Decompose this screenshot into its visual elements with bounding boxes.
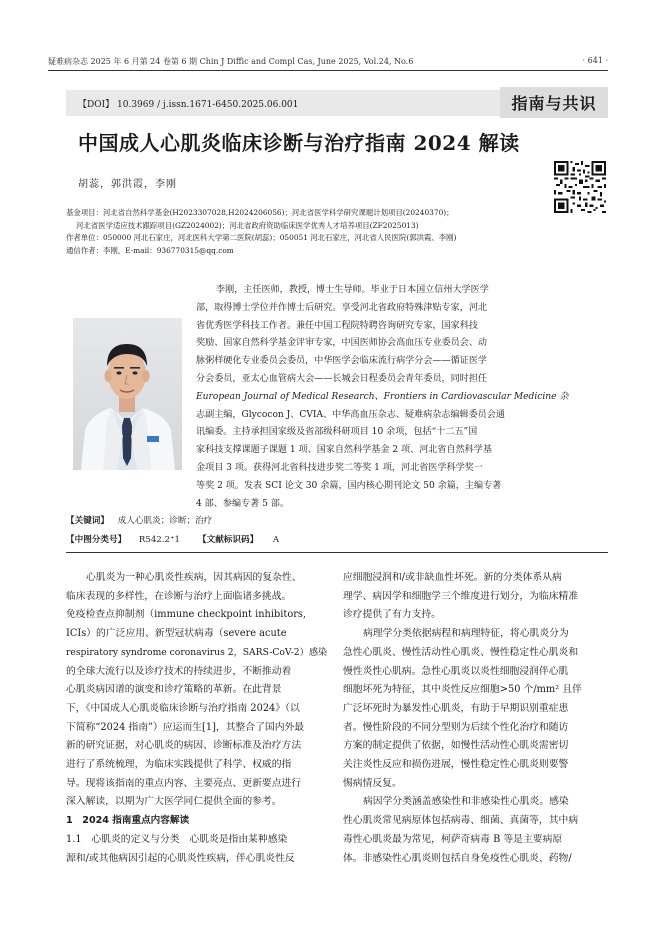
bio-line: 等奖 2 项。发表 SCI 论文 30 余篇，国内核心期刊论文 50 余篇，主编专著 <box>196 480 502 491</box>
body-line: 进行了系统梳理，为临床实践提供了科学、权威的指 <box>66 759 292 771</box>
body-column-left <box>66 569 330 868</box>
body-line: 下，《中国成人心肌炎临床诊断与治疗指南 2024》（以 <box>66 702 300 714</box>
body-line: 下简称“2024 指南”）应运而生[1]，其整合了国内外最 <box>66 721 305 733</box>
body-line: 诊疗提供了有力支持。 <box>343 609 441 621</box>
body-line: ICIs）的广泛应用、新型冠状病毒（severe acute <box>66 628 287 640</box>
body-line: 体。非感染性心肌炎则包括自身免疫性心肌炎、药物/ <box>343 852 572 864</box>
bio-line: 省优秀医学科技工作者。兼任中国工程院特聘咨询研究专家，国家科技 <box>196 320 478 331</box>
body-line: 性心肌炎常见病原体包括病毒、细菌、真菌等，其中病 <box>343 815 579 827</box>
header-divider <box>48 70 608 71</box>
bio-line: European Journal of Medical Research、Frontiers in Cardiovascular Medicine 杂 <box>196 391 569 402</box>
funding-line: 基金项目：河北省自然科学基金(H2023307028,H2024206056)；河北省医学科学研究课题计划项目(20240370)； <box>66 208 454 217</box>
body-line: 心肌炎病因谱的演变和诊疗策略的革新。在此背景 <box>66 684 282 696</box>
funding-line: 河北省医学适应技术跟踪项目(GZ2024002)；河北省政府资助临床医学优秀人才培养项目(ZF2025013) <box>76 220 419 230</box>
body-line: 惕病情反复。 <box>343 777 402 789</box>
body-line: 关注炎性反应和损伤进展，慢性稳定性心肌炎则要警 <box>343 759 569 771</box>
bio-line: 李刚，主任医师，教授，博士生导师。毕业于日本国立信州大学医学 <box>216 285 489 295</box>
author-bio <box>196 282 578 513</box>
body-line: 的全球大流行以及诊疗技术的持续进步，不断推动着 <box>66 665 292 677</box>
meta-divider <box>66 552 608 553</box>
classification <box>66 533 366 545</box>
doc-code-label: 【文献标识码】 <box>198 535 259 545</box>
body-line: 细胞坏死为特征，其中炎性反应细胞>50 个/mm² 且伴 <box>343 684 582 696</box>
bio-line: 讯编委。主持承担国家级及省部级科研项目 10 余项，包括“十二五”国 <box>196 427 478 438</box>
body-line: 方案的制定提供了依据，如慢性活动性心肌炎需密切 <box>343 740 569 752</box>
keywords-value: 成人心肌炎；诊断；治疗 <box>117 516 213 526</box>
bio-line: 分会委员，亚太心血管病大会——长城会日程委员会青年委员，同时担任 <box>196 373 488 384</box>
affiliation-line: 作者单位：050000 河北石家庄，河北医科大学第二医院(胡蕊)；050051 河北石家庄，河北省人民医院(郭洪霞、李刚) <box>66 233 457 242</box>
body-line: 深入解读，以期为广大医学同仁提供全面的参考。 <box>66 796 282 808</box>
section-tag: 指南与共识 <box>500 87 608 118</box>
body-line: 病因学分类涵盖感染性和非感染性心肌炎。感染 <box>363 796 569 808</box>
clc-label: 【中图分类号】 <box>66 535 127 545</box>
bio-line: 部，取得博士学位并作博士后研究。享受河北省政府特殊津贴专家，河北 <box>196 302 488 313</box>
body-line: 急性心肌炎、慢性活动性心肌炎、慢性稳定性心肌炎和 <box>343 646 579 658</box>
funding-block <box>66 207 546 257</box>
running-header <box>48 56 608 70</box>
bio-line: 家科技支撑课题子课题 1 项、国家自然科学基金 2 项、河北省自然科学基 <box>196 445 492 456</box>
doi: 【DOI】 10.3969 / j.issn.1671-6450.2025.06.001 <box>78 100 299 110</box>
body-line: 新的研究证据，对心肌炎的病因、诊断标准及治疗方法 <box>66 740 302 752</box>
body-line: 临床表现的多样性，在诊断与治疗上面临诸多挑战。 <box>66 590 292 602</box>
body-line: 应细胞浸润和/或非缺血性坏死。新的分类体系从病 <box>343 572 562 583</box>
keywords <box>66 514 212 526</box>
authors: 胡蕊，郭洪霞，李刚 <box>78 179 177 190</box>
subsection-heading-line: 1.1 心肌炎的定义与分类 心肌炎是指由某种感染 <box>66 833 288 845</box>
body-line: 病理学分类依据病程和病理特征，将心肌炎分为 <box>363 628 569 640</box>
body-line: 毒性心肌炎最为常见，柯萨奇病毒 B 等是主要病原 <box>343 833 563 845</box>
body-line: 慢性炎性心肌病。急性心肌炎以炎性细胞浸润伴心肌 <box>343 665 569 677</box>
section-heading: 1 2024 指南重点内容解读 <box>66 815 190 827</box>
clc-value: R542.2⁺1 <box>138 535 180 545</box>
journal-info: 疑难病杂志 2025 年 6 月第 24 卷第 6 期 Chin J Diffic and Compl Cas, June 2025, Vol.24, No.6 <box>48 57 414 66</box>
bio-line: 奖励、国家自然科学基金评审专家，中国医师协会高血压专业委员会、动 <box>196 338 488 349</box>
body-line: 心肌炎为一种心肌炎性疾病，因其病因的复杂性、 <box>86 572 302 583</box>
article-title: 中国成人心肌炎临床诊断与治疗指南 2024 解读 <box>78 131 520 155</box>
body-line: 源和/或其他病因引起的心肌炎性疾病，伴心肌炎性反 <box>66 852 295 864</box>
body-line: 导。现将该指南的重点内容、主要亮点、更新要点进行 <box>66 777 302 789</box>
body-line: respiratory syndrome coronavirus 2，SARS-CoV-2）感染 <box>66 646 328 658</box>
body-column-right <box>343 569 607 868</box>
author-photo <box>73 318 182 470</box>
doc-code <box>198 533 279 545</box>
bio-line: 4 部、参编专著 5 部。 <box>196 498 289 509</box>
body-line: 理学、病因学和细胞学三个维度进行划分，为临床精准 <box>343 590 579 602</box>
correspondence-line: 通信作者：李刚，E-mail：936770315@qq.com <box>66 245 234 255</box>
body-line: 免疫检查点抑制剂（immune checkpoint inhibitors, <box>66 609 307 621</box>
page-number: · 641 · <box>582 56 608 65</box>
keywords-label: 【关键词】 <box>66 516 109 526</box>
body-line: 者。慢性阶段的不同分型则为后续个性化治疗和随访 <box>343 721 569 733</box>
bio-line: 志副主编，Glycocon J、CVIA、中华高血压杂志、疑难病杂志编辑委员会通 <box>196 409 505 420</box>
body-line: 广泛坏死时为暴发性心肌炎，有助于早期识别重症患 <box>343 702 569 714</box>
qr-code <box>554 161 606 213</box>
bio-line: 脉粥样硬化专业委员会委员，中华医学会临床流行病学分会——循证医学 <box>196 356 488 367</box>
doc-code-value: A <box>272 535 280 545</box>
bio-line: 金项目 3 项。获得河北省科技进步奖二等奖 1 项，河北省医学科学奖一 <box>196 462 483 473</box>
